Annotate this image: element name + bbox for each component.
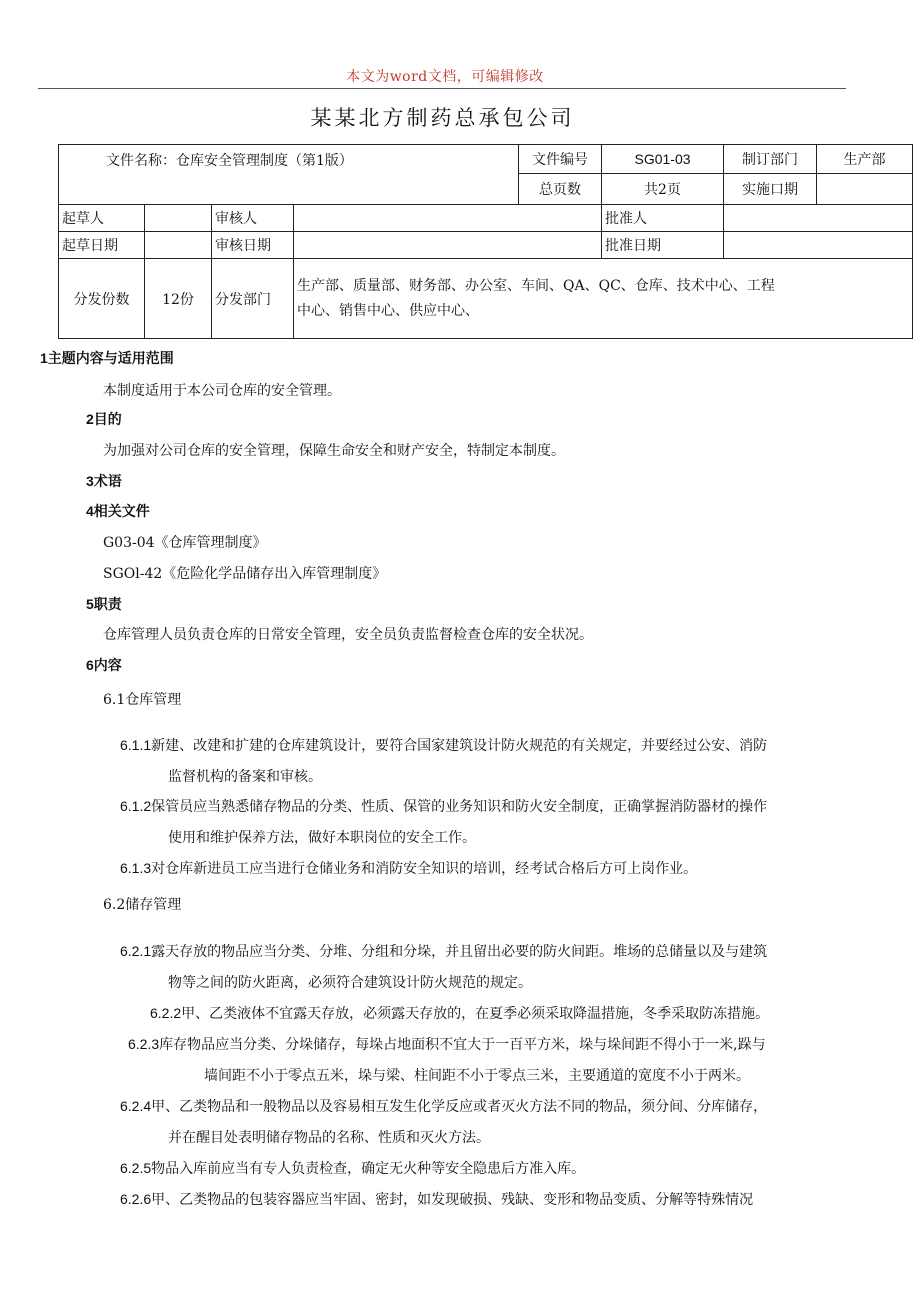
clause-text: 甲、乙类物品的包装容器应当牢固、密封，如发现破损、残缺、变形和物品变质、分解等特殊情况: [151, 1192, 754, 1208]
section-6-title: 6内容: [86, 657, 122, 673]
paragraph-6-1-2: [120, 791, 840, 854]
reviewer-label: 审核人: [212, 205, 294, 232]
section-1-text: 本制度适用于本公司仓库的安全管理。: [103, 383, 341, 399]
paragraph-6-1-3: [120, 853, 840, 885]
draft-date-label: 起草日期: [59, 232, 145, 259]
clause-text: 甲、乙类物品和一般物品以及容易相互发生化学反应或者灭火方法不同的物品，须分间、分库储存，: [151, 1099, 768, 1115]
pages-label: 总页数: [519, 174, 602, 205]
clause-text-continued: 物等之间的防火距离，必须符合建筑设计防火规范的规定。: [168, 975, 532, 991]
clause-number: 6.1.2: [120, 798, 152, 814]
clause-text-continued: 使用和维护保养方法，做好本职岗位的安全工作。: [168, 830, 476, 846]
pages-value: 共2页: [602, 174, 724, 205]
drafter-label: 起草人: [59, 205, 145, 232]
header-rule: [38, 88, 846, 89]
paragraph-6-2-4: [120, 1091, 840, 1154]
dept-value: 生产部: [817, 145, 913, 174]
paragraph-6-1-1: [120, 730, 840, 793]
copies-value: 12份: [145, 259, 212, 339]
copies-label: 分发份数: [59, 259, 145, 339]
clause-text: 保管员应当熟悉储存物品的分类、性质、保管的业务知识和防火安全制度，正确掌握消防器材的操作: [151, 799, 768, 815]
approve-date-value: [724, 232, 913, 259]
dept-label: 制订部门: [724, 145, 817, 174]
reviewer-value: [294, 205, 602, 232]
impl-date-label: 实施口期: [724, 174, 817, 205]
paragraph-6-2-6: [120, 1184, 840, 1216]
section-6-2-title: 6.2储存管理: [103, 897, 182, 913]
section-4-ref-1: G03-04《仓库管理制度》: [103, 535, 267, 551]
dist-dept-line-1: 生产部、质量部、财务部、办公室、车间、QA、QC、仓库、技术中心、工程: [297, 277, 775, 294]
drafter-value: [145, 205, 212, 232]
clause-number: 6.2.5: [120, 1160, 152, 1176]
watermark-text: 本文为word文档，可编辑修改: [346, 69, 544, 85]
draft-date-value: [145, 232, 212, 259]
clause-text-continued: 并在醒目处表明储存物品的名称、性质和灭火方法。: [168, 1130, 490, 1146]
review-date-label: 审核日期: [212, 232, 294, 259]
clause-text: 物品入库前应当有专人负责检查，确定无火种等安全隐患后方准入库。: [151, 1161, 586, 1177]
clause-text-continued: 墙间距不小于零点五米，垛与梁、柱间距不小于零点三米，主要通道的宽度不小于两米。: [204, 1068, 750, 1084]
paragraph-6-2-5: [120, 1153, 840, 1185]
clause-text-continued: 监督机构的备案和审核。: [168, 769, 322, 785]
approver-value: [724, 205, 913, 232]
section-3-title: 3术语: [86, 473, 122, 489]
dist-dept-value: [294, 259, 913, 339]
clause-text: 露天存放的物品应当分类、分堆、分组和分垛，并且留出必要的防火间距。堆场的总储量以及与建筑: [151, 944, 768, 960]
paragraph-6-2-2: [150, 998, 840, 1030]
doc-no-value: SG01-03: [602, 145, 724, 174]
section-5-title: 5职责: [86, 596, 122, 612]
clause-text: 甲、乙类液体不宜露天存放，必须露天存放的，在夏季必须采取降温措施，冬季采取防冻措施。: [181, 1006, 770, 1022]
paragraph-6-2-3: [128, 1029, 840, 1092]
clause-text: 新建、改建和扩建的仓库建筑设计，要符合国家建筑设计防火规范的有关规定，并要经过公安、消防: [151, 738, 768, 754]
paragraph-6-2-1: [120, 936, 840, 999]
clause-text: 对仓库新进员工应当进行仓储业务和消防安全知识的培训，经考试合格后方可上岗作业。: [151, 861, 698, 877]
approve-date-label: 批准日期: [602, 232, 724, 259]
impl-date-value: [817, 174, 913, 205]
clause-number: 6.2.1: [120, 943, 152, 959]
doc-name-cell: 文件名称：仓库安全管理制度（第1版）: [59, 145, 519, 205]
approver-label: 批准人: [602, 205, 724, 232]
dist-dept-label: 分发部门: [212, 259, 294, 339]
clause-number: 6.2.4: [120, 1098, 152, 1114]
clause-number: 6.2.3: [128, 1036, 160, 1052]
document-info-table: [58, 144, 913, 339]
section-1-title: 1主题内容与适用范围: [40, 350, 174, 366]
dist-dept-line-2: 中心、销售中心、供应中心、: [297, 302, 479, 319]
section-6-1-title: 6.1仓库管理: [103, 692, 182, 708]
review-date-value: [294, 232, 602, 259]
section-5-text: 仓库管理人员负责仓库的日常安全管理，安全员负责监督检查仓库的安全状况。: [103, 627, 593, 643]
section-4-ref-2: SGOl-42《危险化学品储存出入库管理制度》: [103, 566, 387, 582]
section-4-title: 4相关文件: [86, 503, 150, 519]
section-2-text: 为加强对公司仓库的安全管理，保障生命安全和财产安全，特制定本制度。: [103, 443, 565, 459]
clause-number: 6.2.6: [120, 1191, 152, 1207]
clause-number: 6.2.2: [150, 1005, 182, 1021]
clause-number: 6.1.3: [120, 860, 152, 876]
doc-no-label: 文件编号: [519, 145, 602, 174]
clause-text: 库存物品应当分类、分垛储存，每垛占地面积不宜大于一百平方米，垛与垛间距不得小于一米,跺与: [159, 1037, 766, 1053]
company-title: 某某北方制药总承包公司: [310, 106, 575, 130]
clause-number: 6.1.1: [120, 737, 152, 753]
section-2-title: 2目的: [86, 411, 122, 427]
